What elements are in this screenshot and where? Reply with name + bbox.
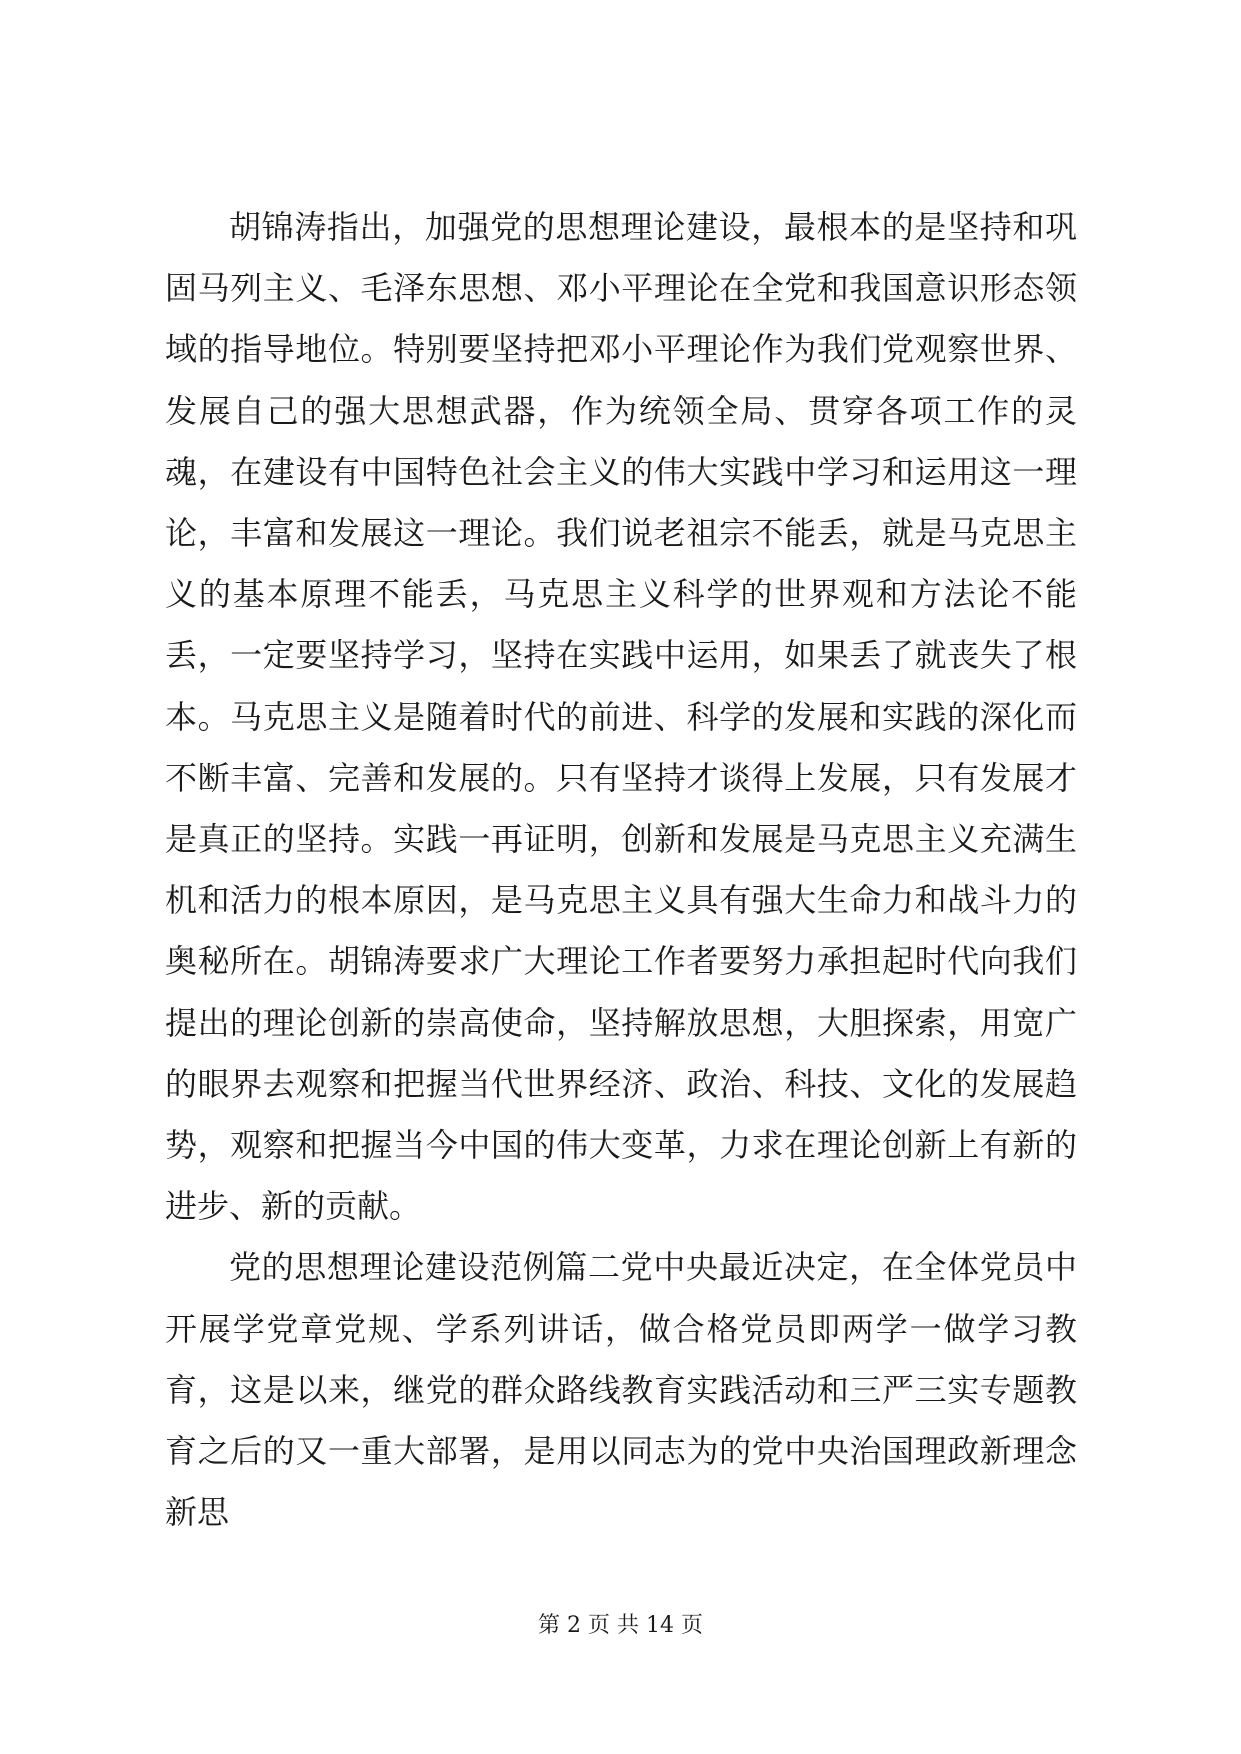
document-body bbox=[165, 197, 1077, 1543]
paragraph-1: 胡锦涛指出，加强党的思想理论建设，最根本的是坚持和巩固马列主义、毛泽东思想、邓小平理论在全党和我国意识形态领域的指导地位。特别要坚持把邓小平理论作为我们党观察世界、发展自己的强大思想武器，作为统领全局、贯穿各项工作的灵魂，在建设有中国特色社会主义的伟大实践中学习和运用这一理论，丰富和发展这一理论。我们说老祖宗不能丢，就是马克思主义的基本原理不能丢，马克思主义科学的世界观和方法论不能丢，一定要坚持学习，坚持在实践中运用，如果丢了就丧失了根本。马克思主义是随着时代的前进、科学的发展和实践的深化而不断丰富、完善和发展的。只有坚持才谈得上发展，只有发展才是真正的坚持。实践一再证明，创新和发展是马克思主义充满生机和活力的根本原因，是马克思主义具有强大生命力和战斗力的奥秘所在。胡锦涛要求广大理论工作者要努力承担起时代向我们提出的理论创新的崇高使命，坚持解放思想，大胆探索，用宽广的眼界去观察和把握当代世界经济、政治、科技、文化的发展趋势，观察和把握当今中国的伟大变革，力求在理论创新上有新的进步、新的贡献。 bbox=[165, 208, 1077, 1226]
page-number-footer: 第 2 页 共 14 页 bbox=[538, 1613, 703, 1638]
paragraph-2: 党的思想理论建设范例篇二党中央最近决定，在全体党员中开展学党章党规、学系列讲话，做合格党员即两学一做学习教育，这是以来，继党的群众路线教育实践活动和三严三实专题教育之后的又一重大部署，是用以同志为的党中央治国理政新理念新思 bbox=[165, 1248, 1077, 1532]
